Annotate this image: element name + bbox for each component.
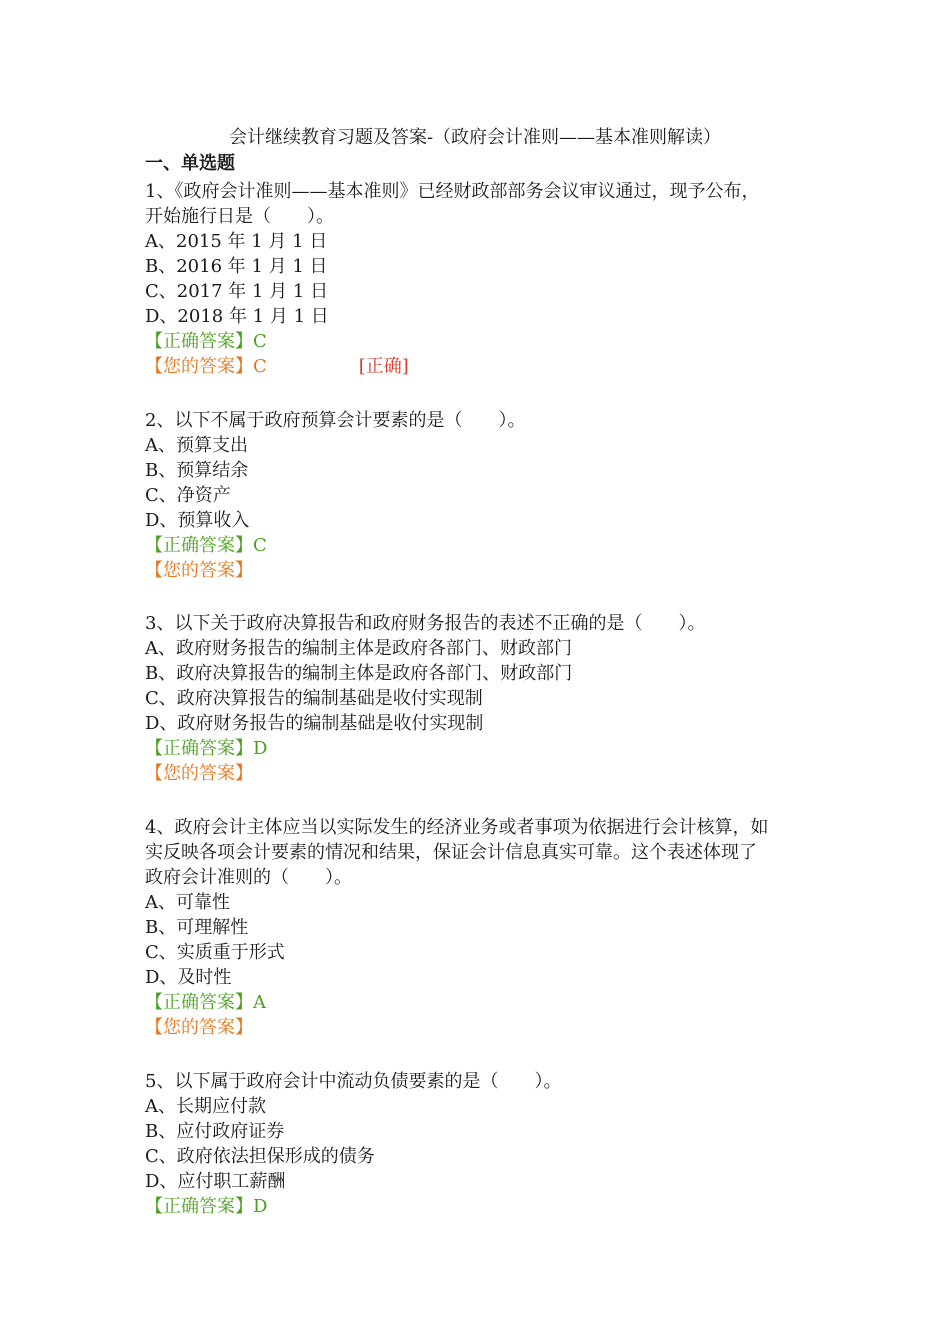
option-c: C、2017 年 1 月 1 日 [145,281,329,302]
correct-answer-value: C [253,535,267,556]
correct-answer-value: C [253,331,267,352]
option-a: A、政府财务报告的编制主体是政府各部门、财政部门 [145,638,572,659]
option-c: C、净资产 [145,485,231,506]
question-stem-line: 1、《政府会计准则——基本准则》已经财政部部务会议审议通过，现予公布， [145,181,760,202]
option-a: A、2015 年 1 月 1 日 [145,231,328,252]
question-5 [145,1069,815,1219]
option-b: B、2016 年 1 月 1 日 [145,256,328,277]
option-d: D、2018 年 1 月 1 日 [145,306,329,327]
your-answer [145,761,815,786]
correct-answer-value: D [253,1196,268,1217]
document-title: 会计继续教育习题及答案-（政府会计准则——基本准则解读） [228,127,722,148]
your-answer-label: 【您的答案】 [145,356,253,377]
option-a: A、可靠性 [145,892,230,913]
your-answer-label: 【您的答案】 [145,763,253,784]
option-c: C、实质重于形式 [145,942,285,963]
question-stem-line: 3、以下关于政府决算报告和政府财务报告的表述不正确的是（ ）。 [145,613,706,634]
section-heading: 一、单选题 [145,153,235,174]
option-a: A、长期应付款 [145,1096,266,1117]
option-d: D、政府财务报告的编制基础是收付实现制 [145,713,484,734]
question-3 [145,611,815,786]
correct-answer-label: 【正确答案】 [145,1196,253,1217]
question-stem-line: 2、以下不属于政府预算会计要素的是（ ）。 [145,410,526,431]
question-stem-line: 开始施行日是（ ）。 [145,206,334,227]
option-d: D、及时性 [145,967,232,988]
question-2 [145,408,815,583]
question-stem-line: 4、政府会计主体应当以实际发生的经济业务或者事项为依据进行会计核算，如 [145,817,769,838]
option-d: D、预算收入 [145,510,250,531]
correct-answer-label: 【正确答案】 [145,738,253,759]
correct-answer-value: A [253,992,266,1013]
correct-answer-value: D [253,738,268,759]
your-answer [145,558,815,583]
option-d: D、应付职工薪酬 [145,1171,286,1192]
question-stem-line: 5、以下属于政府会计中流动负债要素的是（ ）。 [145,1071,562,1092]
your-answer [145,354,815,379]
your-answer-value: C [253,356,267,377]
option-c: C、政府决算报告的编制基础是收付实现制 [145,688,483,709]
correct-answer-label: 【正确答案】 [145,331,253,352]
correct-answer [145,990,815,1015]
option-b: B、可理解性 [145,917,249,938]
question-4 [145,815,815,1040]
result-badge: [正确] [358,356,409,377]
option-c: C、政府依法担保形成的债务 [145,1146,375,1167]
option-b: B、政府决算报告的编制主体是政府各部门、财政部门 [145,663,573,684]
your-answer [145,1015,815,1040]
your-answer-label: 【您的答案】 [145,1017,253,1038]
correct-answer [145,736,815,761]
option-a: A、预算支出 [145,435,248,456]
question-1 [145,179,815,379]
your-answer-label: 【您的答案】 [145,560,253,581]
question-stem-line: 政府会计准则的（ ）。 [145,867,352,888]
option-b: B、预算结余 [145,460,249,481]
correct-answer-label: 【正确答案】 [145,535,253,556]
correct-answer [145,1194,815,1219]
correct-answer [145,533,815,558]
correct-answer [145,329,815,354]
option-b: B、应付政府证券 [145,1121,285,1142]
correct-answer-label: 【正确答案】 [145,992,253,1013]
question-stem-line: 实反映各项会计要素的情况和结果，保证会计信息真实可靠。这个表述体现了 [145,842,757,863]
